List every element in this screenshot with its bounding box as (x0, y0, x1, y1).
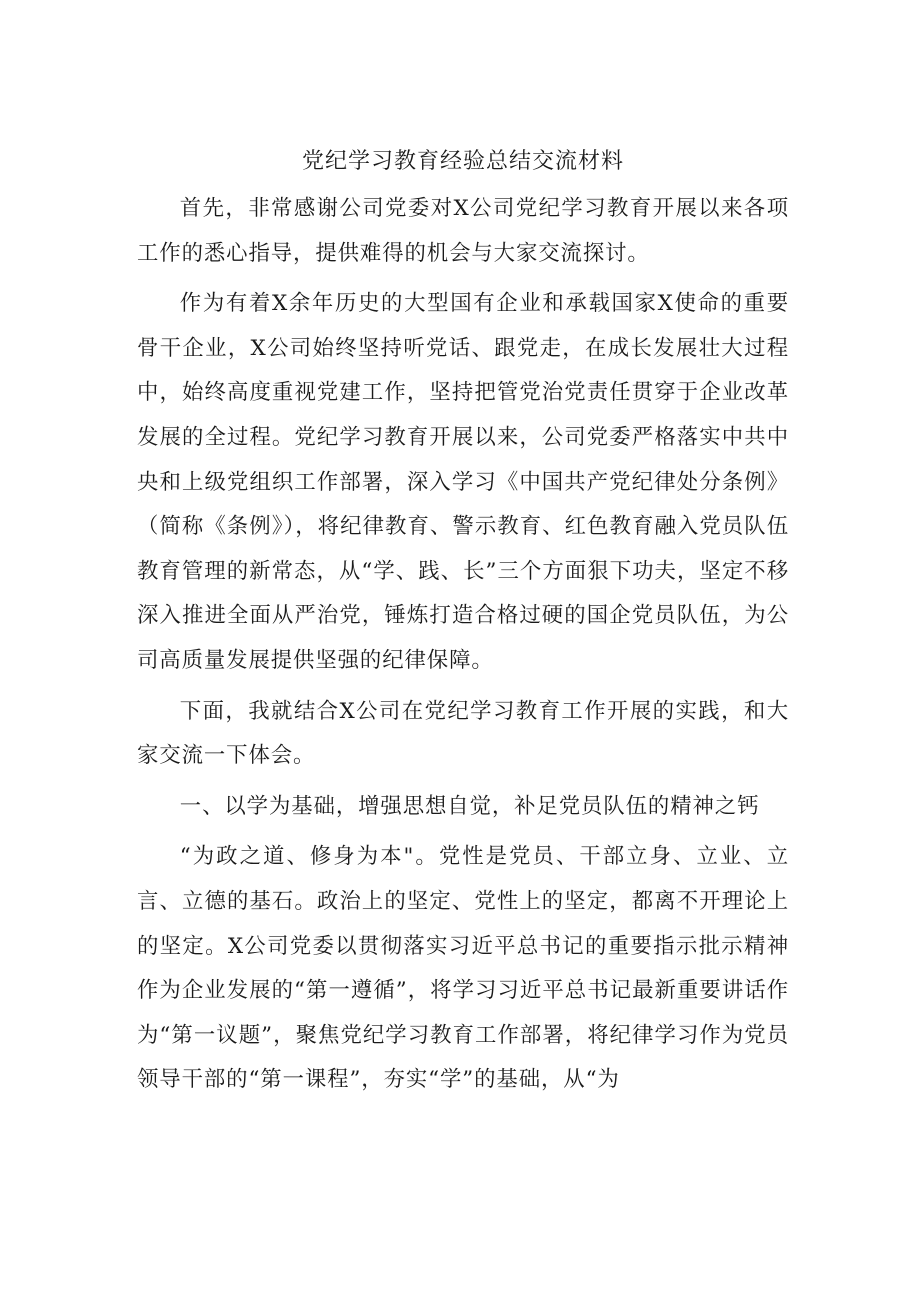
paragraph-section-1: “为政之道、修身为本"。党性是党员、干部立身、立业、立言、立德的基石。政治上的坚定、党性上的坚定，都离不开理论上的坚定。X公司党委以贯彻落实习近平总书记的重要指示批示精神作为企业发展的“第一遵循”，将学习习近平总书记最新重要讲话作为“第一议题”，聚焦党纪学习教育工作部署，将纪律学习作为党员领导干部的“第一课程”，夯实“学”的基础，从“为 (137, 844, 789, 1093)
document-page (137, 0, 789, 1301)
paragraph-background: 作为有着X余年历史的大型国有企业和承载国家X使命的重要骨干企业，X公司始终坚持听党话、跟党走，在成长发展壮大过程中，始终高度重视党建工作，坚持把管党治党责任贯穿于企业改革发展的全过程。党纪学习教育开展以来，公司党委严格落实中共中央和上级党组织工作部署，深入学习《中国共产党纪律处分条例》（简称《条例》），将纪律教育、警示教育、红色教育融入党员队伍教育管理的新常态，从“学、践、长”三个方面狠下功夫，坚定不移深入推进全面从严治党，锤炼打造合格过硬的国企党员队伍，为公司高质量发展提供坚强的纪律保障。 (137, 291, 789, 673)
section-heading-1: 一、以学为基础，增强思想自觉，补足党员队伍的精神之钙 (179, 793, 760, 819)
document-body (137, 187, 789, 1109)
document-title: 党纪学习教育经验总结交流材料 (301, 149, 624, 174)
paragraph-intro: 首先，非常感谢公司党委对X公司党纪学习教育开展以来各项工作的悉心指导，提供难得的机会与大家交流探讨。 (137, 196, 789, 266)
paragraph-transition: 下面，我就结合X公司在党纪学习教育工作开展的实践，和大家交流一下体会。 (137, 698, 789, 769)
